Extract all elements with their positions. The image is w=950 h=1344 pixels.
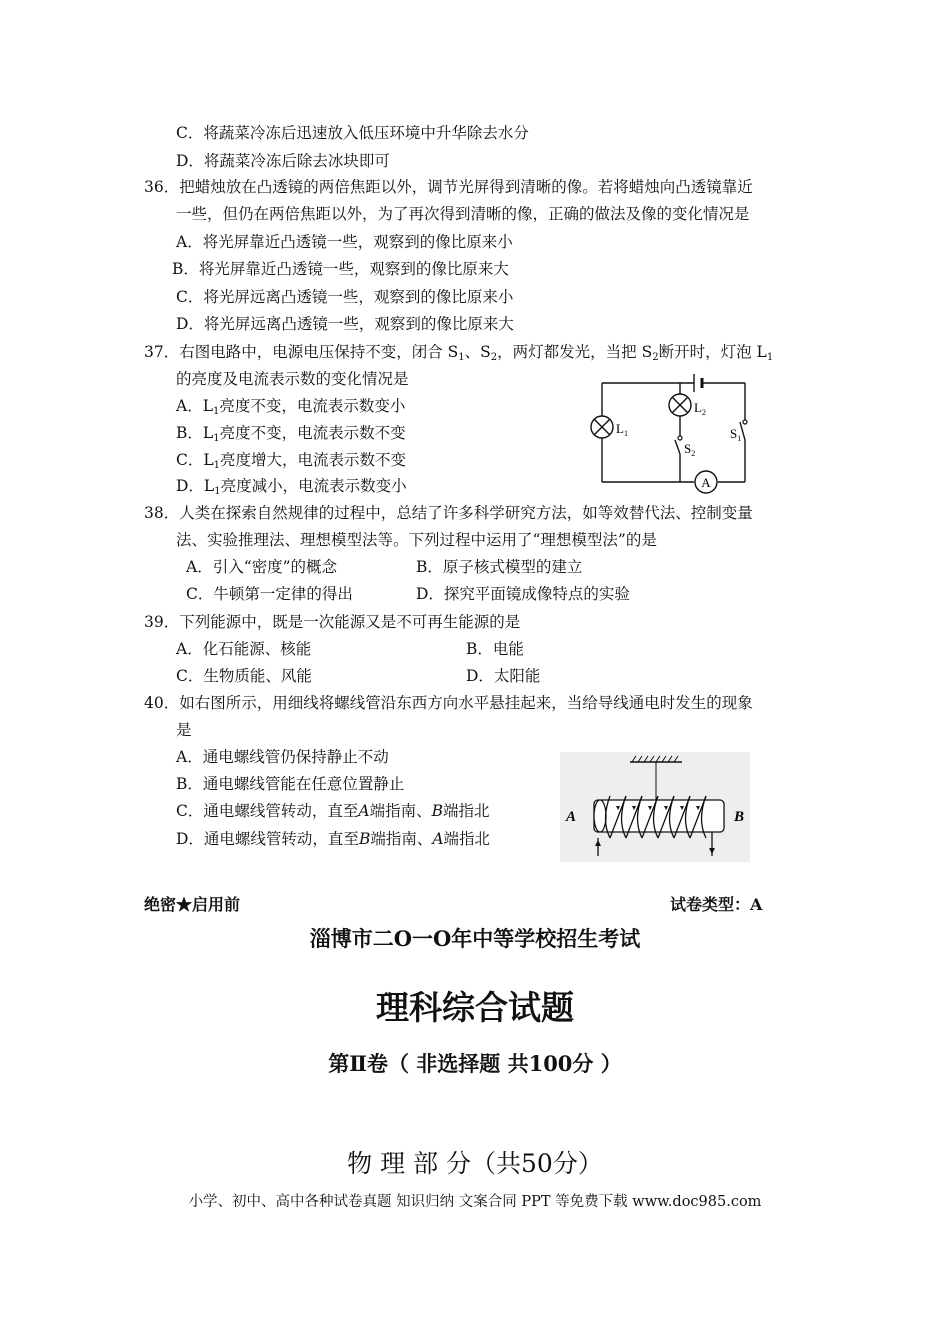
q36-option-d: D．将光屏远离凸透镜一些，观察到的像比原来大	[176, 315, 514, 333]
q36-option-c: C．将光屏远离凸透镜一些，观察到的像比原来小	[176, 288, 514, 306]
section-title: 物 理 部 分（共50分）	[347, 1149, 603, 1178]
solenoid-label-b: B	[734, 809, 745, 825]
q37-stem-cont: 的亮度及电流表示数的变化情况是	[176, 370, 409, 388]
circuit-diagram	[580, 370, 760, 500]
circuit-label-l1: $L_1$	[616, 421, 628, 438]
exam-title: 淄博市二O一O年中等学校招生考试	[309, 926, 641, 951]
q38-option-b: B．原子核式模型的建立	[416, 558, 583, 576]
q40-option-c: C．通电螺线管转动，直至A端指南、B端指北	[176, 802, 490, 820]
q40-option-d: D．通电螺线管转动，直至B端指南、A端指北	[176, 830, 491, 848]
q35-option-d: D．将蔬菜冷冻后除去冰块即可	[176, 152, 390, 170]
q40-option-b: B．通电螺线管能在任意位置静止	[176, 775, 405, 793]
q37-option-a: A．$L_1$亮度不变，电流表示数变小	[176, 397, 406, 417]
q35-option-c: C．将蔬菜冷冻后迅速放入低压环境中升华除去水分	[176, 124, 529, 142]
q38-stem: 38．人类在探索自然规律的过程中，总结了许多科学研究方法，如等效替代法、控制变量	[144, 504, 753, 522]
paper-type-label: 试卷类型：A	[670, 895, 763, 914]
q38-option-c: C．牛顿第一定律的得出	[186, 585, 353, 603]
subject-title: 理科综合试题	[376, 988, 574, 1027]
footer-text: 小学、初中、高中各种试卷真题 知识归纳 文案合同 PPT 等免费下载 www.doc985.com	[188, 1194, 762, 1210]
q38-stem-cont: 法、实验推理法、理想模型法等。下列过程中运用了“理想模型法”的是	[176, 531, 657, 549]
q37-stem: 37．右图电路中，电源电压保持不变，闭合 $S_1$、$S_2$，两灯都发光，当把 $S_2$断开时，灯泡 $L_1$	[144, 343, 774, 363]
q38-option-a: A．引入“密度”的概念	[186, 558, 338, 576]
q36-stem-cont: 一些，但仍在两倍焦距以外，为了再次得到清晰的像，正确的做法及像的变化情况是	[176, 205, 750, 223]
circuit-label-l2: $L_2$	[694, 400, 706, 417]
q36-stem: 36．把蜡烛放在凸透镜的两倍焦距以外，调节光屏得到清晰的像。若将蜡烛向凸透镜靠近	[144, 178, 753, 196]
q39-option-a: A．化石能源、核能	[176, 640, 312, 658]
q39-option-c: C．生物质能、风能	[176, 667, 312, 685]
q36-option-a: A．将光屏靠近凸透镜一些，观察到的像比原来小	[176, 233, 513, 251]
circuit-label-s2: $S_2$	[684, 441, 696, 458]
q39-option-b: B．电能	[466, 640, 524, 658]
confidential-label: 绝密★启用前	[144, 895, 241, 914]
volume-title: 第Ⅱ卷（ 非选择题 共100分 ）	[328, 1051, 622, 1076]
q38-option-d: D．探究平面镜成像特点的实验	[416, 585, 630, 603]
solenoid-diagram	[560, 752, 750, 862]
q39-option-d: D．太阳能	[466, 667, 541, 685]
q37-option-b: B．$L_1$亮度不变，电流表示数不变	[176, 424, 406, 444]
circuit-label-s1: $S_1$	[730, 426, 742, 443]
ammeter-icon: A	[701, 475, 711, 490]
q37-option-d: D．$L_1$亮度减小，电流表示数变小	[176, 477, 407, 497]
solenoid-label-a: A	[566, 809, 577, 825]
q39-stem: 39．下列能源中，既是一次能源又是不可再生能源的是	[144, 613, 521, 631]
q37-option-c: C．$L_1$亮度增大，电流表示数不变	[176, 451, 407, 471]
q40-stem: 40．如右图所示，用细线将螺线管沿东西方向水平悬挂起来，当给导线通电时发生的现象	[144, 694, 753, 712]
q40-stem-cont: 是	[176, 721, 192, 739]
q36-option-b: B．将光屏靠近凸透镜一些，观察到的像比原来大	[172, 260, 509, 278]
q40-option-a: A．通电螺线管仍保持静止不动	[176, 748, 389, 766]
